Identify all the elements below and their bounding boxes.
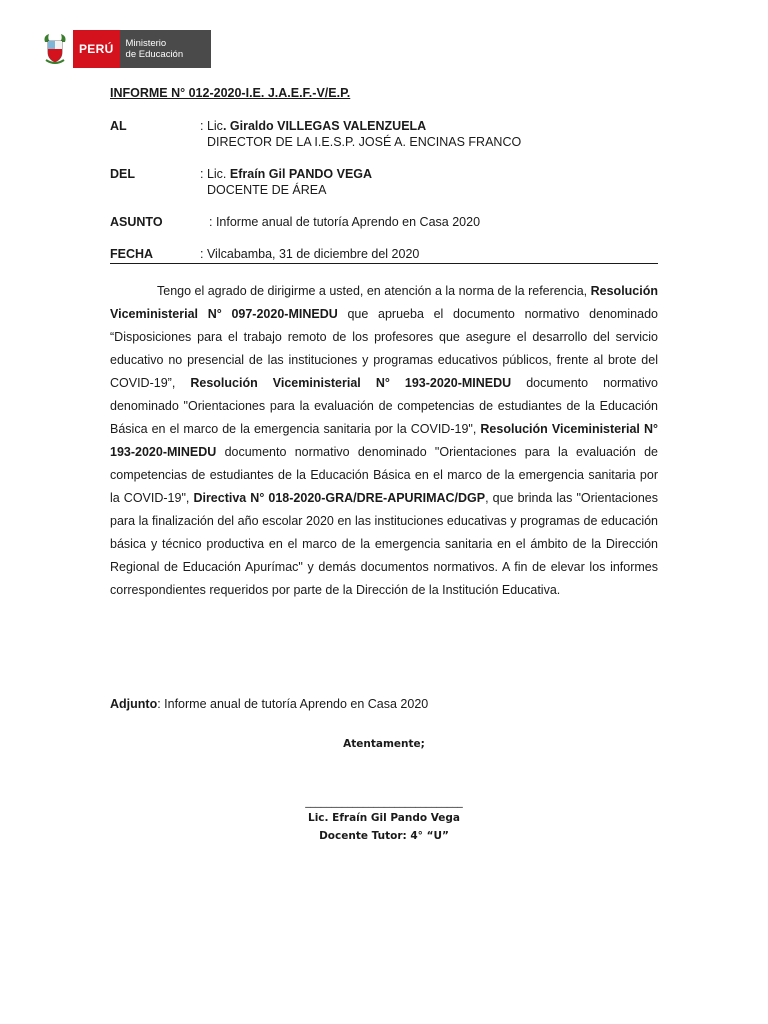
attachment-value: : Informe anual de tutoría Aprendo en Casa 2020 [157,697,429,711]
ministry-line-1: Ministerio [125,38,167,49]
field-fecha-value: : Vilcabamba, 31 de diciembre del 2020 [200,247,420,261]
attachment-label: Adjunto [110,697,158,711]
ministry-label [120,30,212,68]
body-ref-1: Resolución Viceministerial N° 097-2020-MINEDU [110,284,658,321]
field-del-position: DOCENTE DE ÁREA [207,183,327,197]
national-seal-icon [40,30,70,68]
body-text-5: , que brinda las "Orientaciones para la finalización del año escolar 2020 en las instituciones educativas y programas de educación básica y técnico productiva en el marco de la emergencia sanitaria en el ámbito de la Dirección Regional de Educación Apurímac" y demás documentos normativos. A fin de elevar los informes correspondientes requeridos por parte de la Dirección de la Institución Educativa. [110,491,658,597]
field-fecha-label: FECHA [110,247,154,261]
field-del-label: DEL [110,167,135,181]
field-al-name: . Giraldo VILLEGAS VALENZUELA [222,119,427,133]
body-text-3: documento normativo denominado "Orientaciones para la evaluación de competencias de estudiantes de la Educación Básica en el marco de la emergencia sanitaria por la COVID-19", [110,376,659,436]
signer-name: Lic. Efraín Gil Pando Vega [308,812,460,824]
body-text-2: que aprueba el documento normativo denominado “Disposiciones para el trabajo remoto de los profesores que asegure el desarrollo del servicio educativo no presencial de las instituciones y programas educativos públicos, frente al brote del COVID-19”, [110,307,658,390]
attachment-line [110,697,428,711]
field-del-name: Efraín Gil PANDO VEGA [229,167,373,181]
body-ref-3: Resolución Viceministerial N° 193-2020-MINEDU [110,422,658,459]
ministry-line-2: de Educación [125,49,184,60]
signer-role: Docente Tutor: 4° “U” [319,830,449,842]
body-text-1: Tengo el agrado de dirigirme a usted, en atención a la norma de la referencia, [157,284,591,298]
body-ref-2: Resolución Viceministerial N° 193-2020-MINEDU [190,376,512,390]
field-asunto-label: ASUNTO [110,215,163,229]
field-al-label: AL [110,119,127,133]
field-al-prefix: : Lic [200,119,223,133]
salutation: Atentamente; [343,738,425,750]
ministry-logo [40,30,211,68]
field-del-value [200,166,372,182]
body-ref-4: Directiva N° 018-2020-GRA/DRE-APURIMAC/DGP [193,491,486,505]
signature-line: ______________________________ [305,796,463,808]
peru-label: PERÚ [73,30,120,68]
field-asunto-value: : Informe anual de tutoría Aprendo en Casa 2020 [209,215,481,229]
field-al-value [200,118,426,134]
field-al-position: DIRECTOR DE LA I.E.S.P. JOSÉ A. ENCINAS FRANCO [207,135,522,149]
body-text-4: documento normativo denominado "Orientaciones para la evaluación de competencias de estudiantes de la Educación Básica en el marco de la emergencia sanitaria por la COVID-19", [110,445,658,505]
field-del-prefix: : Lic. [200,167,230,181]
report-title: INFORME N° 012-2020-I.E. J.A.E.F.-V/E.P. [110,86,351,100]
header-divider [110,263,658,264]
body-paragraph [110,280,658,602]
